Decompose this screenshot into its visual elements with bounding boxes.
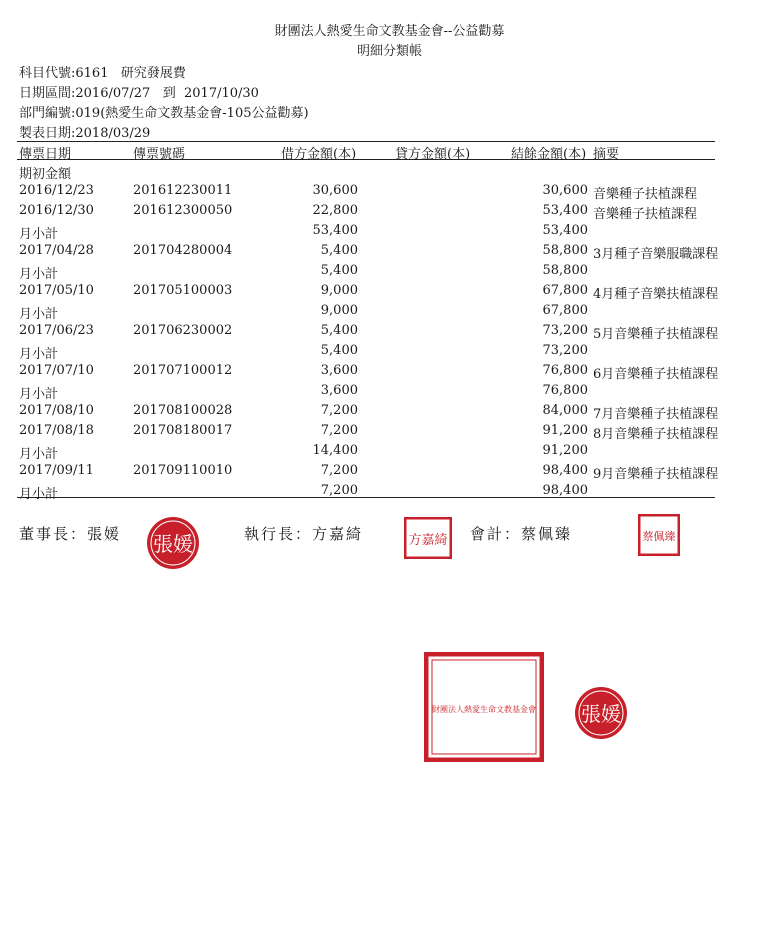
period-from: 2016/07/27 xyxy=(75,86,151,101)
cell-summary: 音樂種子扶植課程 xyxy=(593,207,698,222)
cell-voucher: 201612300050 xyxy=(133,203,233,218)
cell-balance: 58,800 xyxy=(542,263,588,278)
table-row xyxy=(0,363,779,383)
table-row xyxy=(0,243,779,263)
cell-debit: 3,600 xyxy=(320,383,358,398)
org-title: 財團法人熱愛生命文教基金會--公益勸募 xyxy=(274,24,505,39)
cell-voucher: 201706230002 xyxy=(133,323,233,338)
dept-value: 019(熱愛生命文教基金會-105公益勸募) xyxy=(75,106,309,121)
col-header-summary: 摘要 xyxy=(593,147,620,162)
opening-label: 期初金額 xyxy=(19,167,72,182)
period-line xyxy=(19,82,259,101)
chairman-signature: 董事長：張媛 xyxy=(19,525,122,543)
cell-date: 2016/12/30 xyxy=(19,203,94,218)
cell-summary: 音樂種子扶植課程 xyxy=(593,187,698,202)
cell-date: 月小計 xyxy=(19,307,59,322)
accountant-seal xyxy=(638,514,680,556)
made-date: 2018/03/29 xyxy=(75,126,151,141)
table-row xyxy=(0,203,779,223)
cell-balance: 58,800 xyxy=(542,243,588,258)
subtotal-row xyxy=(0,343,779,363)
cell-date: 2017/09/11 xyxy=(19,463,94,478)
cell-balance: 67,800 xyxy=(542,283,588,298)
chairman-seal-text: 張媛 xyxy=(153,532,193,556)
cell-date: 月小計 xyxy=(19,487,59,502)
period-to: 2017/10/30 xyxy=(184,86,259,101)
foundation-seal-text: 財團法人熱愛生命文教基金會 xyxy=(432,705,536,714)
cell-balance: 67,800 xyxy=(542,303,588,318)
subtotal-row xyxy=(0,303,779,323)
cell-debit: 30,600 xyxy=(312,183,358,198)
cell-balance: 73,200 xyxy=(542,343,588,358)
cell-summary: 4月種子音樂扶植課程 xyxy=(593,287,719,302)
cell-debit: 9,000 xyxy=(320,303,358,318)
table-top-rule xyxy=(17,141,715,142)
table-row xyxy=(0,283,779,303)
col-header-credit: 貸方金額(本) xyxy=(395,147,471,162)
subtotal-row xyxy=(0,223,779,243)
cell-balance: 76,800 xyxy=(542,363,588,378)
cell-summary: 8月音樂種子扶植課程 xyxy=(593,427,719,442)
subtotal-row xyxy=(0,443,779,463)
cell-summary: 9月音樂種子扶植課程 xyxy=(593,467,719,482)
cell-date: 月小計 xyxy=(19,347,59,362)
cell-debit: 5,400 xyxy=(320,243,358,258)
cell-date: 2017/07/10 xyxy=(19,363,94,378)
cell-date: 2017/06/23 xyxy=(19,323,94,338)
cell-date: 2017/08/10 xyxy=(19,403,94,418)
header-bottom-rule xyxy=(17,159,715,160)
cell-debit: 14,400 xyxy=(312,443,358,458)
cell-debit: 5,400 xyxy=(320,263,358,278)
cell-balance: 76,800 xyxy=(542,383,588,398)
cell-balance: 73,200 xyxy=(542,323,588,338)
cell-balance: 30,600 xyxy=(542,183,588,198)
subtotal-row xyxy=(0,483,779,503)
period-to-word: 到 xyxy=(162,86,176,101)
cell-date: 月小計 xyxy=(19,227,59,242)
cell-debit: 7,200 xyxy=(320,423,358,438)
ceo-seal-text: 方嘉綺 xyxy=(408,533,448,548)
accountant-signature: 會計：蔡佩臻 xyxy=(470,525,573,543)
cell-voucher: 201612230011 xyxy=(133,183,233,198)
cell-date: 2017/05/10 xyxy=(19,283,94,298)
cell-balance: 53,400 xyxy=(542,203,588,218)
account-code: 6161 xyxy=(75,66,109,81)
cell-debit: 5,400 xyxy=(320,343,358,358)
subtotal-row xyxy=(0,383,779,403)
cell-date: 2017/08/18 xyxy=(19,423,94,438)
cell-debit: 53,400 xyxy=(312,223,358,238)
dept-line xyxy=(19,102,309,121)
opening-row xyxy=(0,163,779,183)
cell-voucher: 201704280004 xyxy=(133,243,233,258)
cell-balance: 53,400 xyxy=(542,223,588,238)
cell-debit: 7,200 xyxy=(320,463,358,478)
cell-date: 月小計 xyxy=(19,267,59,282)
made-label: 製表日期: xyxy=(19,126,76,141)
cell-date: 2017/04/28 xyxy=(19,243,94,258)
dept-label: 部門編號: xyxy=(19,106,76,121)
cell-balance: 84,000 xyxy=(542,403,588,418)
cell-date: 月小計 xyxy=(19,387,59,402)
table-row xyxy=(0,423,779,443)
cell-debit: 7,200 xyxy=(320,483,358,498)
table-row xyxy=(0,323,779,343)
cell-balance: 91,200 xyxy=(542,423,588,438)
col-header-voucher: 傳票號碼 xyxy=(133,147,186,162)
ceo-seal xyxy=(404,517,452,559)
cell-debit: 7,200 xyxy=(320,403,358,418)
cell-balance: 98,400 xyxy=(542,483,588,498)
accountant-seal-text: 蔡佩臻 xyxy=(642,530,676,543)
chairman-seal-2-text: 張媛 xyxy=(581,702,621,726)
cell-debit: 9,000 xyxy=(320,283,358,298)
cell-voucher: 201707100012 xyxy=(133,363,233,378)
cell-balance: 91,200 xyxy=(542,443,588,458)
report-title: 明細分類帳 xyxy=(356,44,422,59)
foundation-seal xyxy=(424,652,544,762)
subtotal-row xyxy=(0,263,779,283)
cell-date: 月小計 xyxy=(19,447,59,462)
cell-voucher: 201708180017 xyxy=(133,423,233,438)
cell-date: 2016/12/23 xyxy=(19,183,94,198)
cell-summary: 5月音樂種子扶植課程 xyxy=(593,327,719,342)
table-row xyxy=(0,463,779,483)
chairman-seal-2 xyxy=(573,685,629,741)
ceo-signature: 執行長：方嘉綺 xyxy=(244,525,364,543)
col-header-date: 傳票日期 xyxy=(19,147,72,162)
account-name: 研究發展費 xyxy=(120,66,186,81)
cell-summary: 3月種子音樂服職課程 xyxy=(593,247,719,262)
table-row xyxy=(0,183,779,203)
account-label: 科目代號: xyxy=(19,66,76,81)
cell-balance: 98,400 xyxy=(542,463,588,478)
cell-summary: 7月音樂種子扶植課程 xyxy=(593,407,719,422)
cell-voucher: 201709110010 xyxy=(133,463,233,478)
chairman-seal xyxy=(145,515,201,571)
col-header-debit: 借方金額(本) xyxy=(281,147,357,162)
period-label: 日期區間: xyxy=(19,86,76,101)
cell-debit: 5,400 xyxy=(320,323,358,338)
table-row xyxy=(0,403,779,423)
account-line xyxy=(19,62,186,81)
cell-summary: 6月音樂種子扶植課程 xyxy=(593,367,719,382)
made-line xyxy=(19,122,150,141)
cell-debit: 3,600 xyxy=(320,363,358,378)
table-bottom-rule xyxy=(17,497,715,498)
col-header-balance: 結餘金額(本) xyxy=(511,147,587,162)
cell-voucher: 201705100003 xyxy=(133,283,233,298)
cell-voucher: 201708100028 xyxy=(133,403,233,418)
cell-debit: 22,800 xyxy=(312,203,358,218)
